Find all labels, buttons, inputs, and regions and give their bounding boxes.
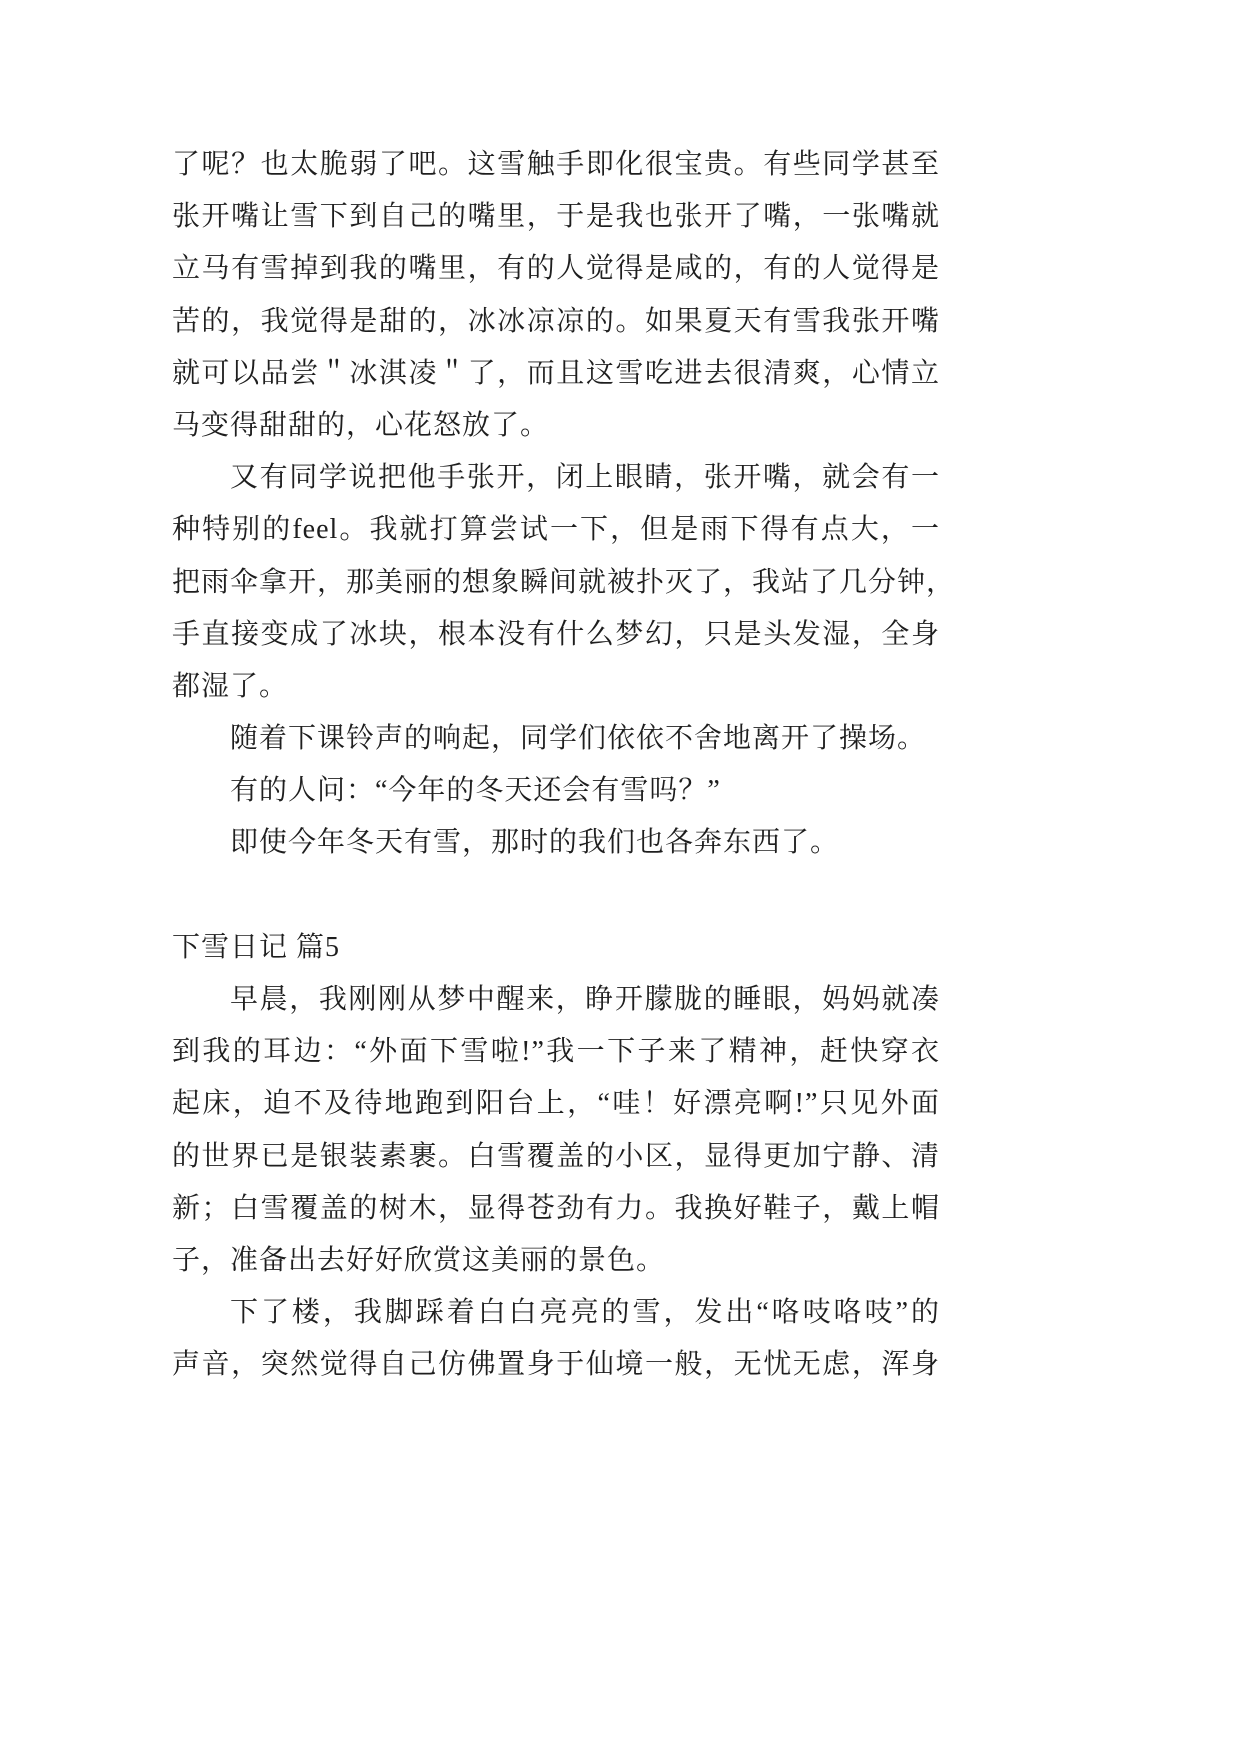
text-line: 又有同学说把他手张开，闭上眼睛，张开嘴，就会有一 [230, 462, 940, 494]
paragraph [172, 765, 940, 817]
text-line: 即使今年冬天有雪，那时的我们也各奔东西了。 [230, 827, 840, 859]
paragraph [172, 817, 940, 869]
paragraph [172, 1287, 940, 1391]
entry-title: 下雪日记 篇5 [172, 931, 341, 963]
text-line: 了呢？也太脆弱了吧。这雪触手即化很宝贵。有些同学甚至 [172, 149, 940, 180]
text-line: 立马有雪掉到我的嘴里，有的人觉得是咸的，有的人觉得是 [172, 253, 940, 285]
text-line: 种特别的feel。我就打算尝试一下，但是雨下得有点大，一 [172, 514, 940, 546]
text-line: 随着下课铃声的响起，同学们依依不舍地离开了操场。 [230, 723, 927, 755]
text-line: 下了楼，我脚踩着白白亮亮的雪，发出“咯吱咯吱”的 [230, 1297, 940, 1329]
text-line: 新；白雪覆盖的树木，显得苍劲有力。我换好鞋子，戴上帽 [172, 1192, 940, 1224]
text-line: 的世界已是银装素裹。白雪覆盖的小区，显得更加宁静、清 [172, 1140, 940, 1172]
paragraph [172, 139, 940, 452]
text-line: 张开嘴让雪下到自己的嘴里，于是我也张开了嘴，一张嘴就 [172, 201, 940, 233]
text-line: 手直接变成了冰块，根本没有什么梦幻，只是头发湿，全身 [172, 618, 940, 650]
text-line: 都湿了。 [172, 670, 289, 702]
text-line: 早晨，我刚刚从梦中醒来，睁开朦胧的睡眼，妈妈就凑 [230, 984, 940, 1015]
paragraph [172, 974, 940, 1287]
text-line: 到我的耳边：“外面下雪啦!”我一下子来了精神，赶快穿衣 [172, 1036, 940, 1068]
text-line: 马变得甜甜的，心花怒放了。 [172, 409, 550, 441]
text-line: 把雨伞拿开，那美丽的想象瞬间就被扑灭了，我站了几分钟， [172, 566, 956, 598]
text-line: 子，准备出去好好欣赏这美丽的景色。 [172, 1244, 666, 1276]
paragraph-spacer [172, 870, 940, 922]
text-line: 声音，突然觉得自己仿佛置身于仙境一般，无忧无虑，浑身 [172, 1349, 940, 1381]
text-line: 就可以品尝＂冰淇凌＂了，而且这雪吃进去很清爽，心情立 [172, 357, 940, 389]
text-line: 有的人问：“今年的冬天还会有雪吗？” [230, 775, 721, 807]
paragraph [172, 452, 956, 713]
text-line: 苦的，我觉得是甜的，冰冰凉凉的。如果夏天有雪我张开嘴 [172, 305, 940, 337]
text-line: 起床，迫不及待地跑到阳台上，“哇！好漂亮啊!”只见外面 [172, 1088, 940, 1120]
document-body [172, 139, 956, 1392]
paragraph [172, 713, 940, 765]
